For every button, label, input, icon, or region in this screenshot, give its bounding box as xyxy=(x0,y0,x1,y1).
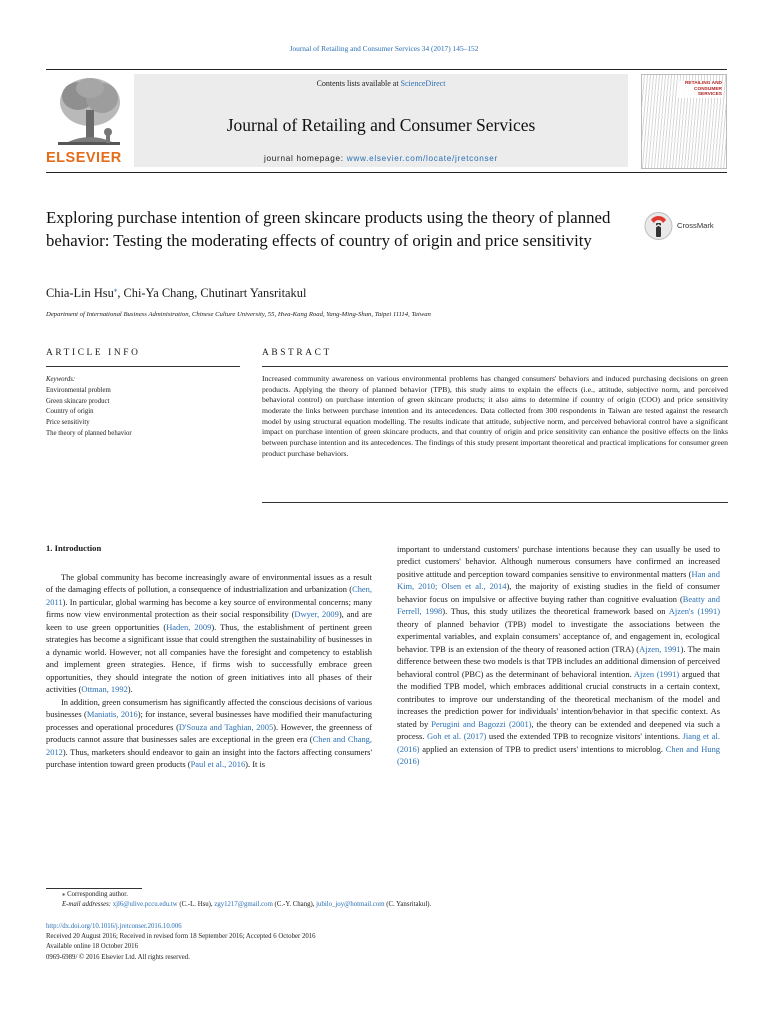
article-title: Exploring purchase intention of green skincare products using the theory of planned behavior: Testing the moderating effects of country of origin and price sensitivity xyxy=(46,208,611,250)
citation-link[interactable]: Han and Kim, 2010; Olsen et al., 2014 xyxy=(397,568,720,592)
email-link[interactable]: zgy1217@gmail.com xyxy=(214,901,273,909)
journal-title: Journal of Retailing and Consumer Services xyxy=(226,115,536,135)
keyword-item: The theory of planned behavior xyxy=(46,429,132,437)
doi-link[interactable]: http://dx.doi.org/10.1016/j.jretconser.2016.10.006 xyxy=(46,923,182,930)
citation-link[interactable]: Ajzen (1991) xyxy=(633,668,680,679)
body-text: ). However, the greenness of products cannot assure that businesses sales are exceptional in the green era ( xyxy=(46,721,372,745)
body-text: ). Thus, the establishment of pertinent green strategies has become a significant issue that could strengthen the sustainability of businesses in a dynamic world. However, not all companies have the foresight and competency to establish and implement green strategies. Hence, if firms wish to successfully embrace green opportunities, they should integrate the notion of green initiatives into all phases of their activities ( xyxy=(46,621,373,695)
body-text: ); for instance, several businesses have modified their manufacturing processes and operational procedures ( xyxy=(46,709,372,732)
citation-link[interactable]: Ajzen's (1991) xyxy=(668,606,721,617)
copyright-line: 0969-6989/ © 2016 Elsevier Ltd. All rights reserved. xyxy=(46,953,190,961)
citation-link[interactable]: Maniatis, 2016 xyxy=(86,709,138,720)
corresponding-author-note: Corresponding author. xyxy=(67,891,128,898)
body-text: ). Thus, marketers should endeavor to gain an insight into the factors affecting consumers' purchase intention toward green products ( xyxy=(46,746,372,770)
keyword-item: Price sensitivity xyxy=(46,419,90,427)
email-owner: (C. Yansritakul). xyxy=(384,901,432,909)
abstract-body: Increased community awareness on various environmental problems has changed consumers' behaviors and induced purchasing decisions on green products. Applying the theory of planned behavior (TPB), this study aims to explain the effects (i.e., attitude, subjective norm, and perceived behavioral control) on purchase intention of green skincare products; it also aims to determine if country of origin (COO) and price sensitivity moderate the links between purchase intention and its antecedences. Data collected from 300 respondents in Taiwan are tested against the research model by using structural equation modelling. The results indicate that attitude, subjective norm, and perceived behavioral control have a significant impact on purchase intention of green skincare products, and that country of origin and price sensitivity can enhance the positive effects on the links between purchase intention and its antecedences. The findings of this study present important theoretical and practical implications for consumer green product purchase behaviors. xyxy=(262,374,728,458)
body-text: ), and are keen to use green opportunities ( xyxy=(46,609,373,632)
email-link[interactable]: xjl6@ulive.pccu.edu.tw xyxy=(112,901,178,909)
contents-prefix: Contents lists available at xyxy=(316,79,401,88)
email-owner: (C.-L. Hsu), xyxy=(177,901,215,909)
cover-title: RETAILING AND CONSUMER SERVICES xyxy=(678,81,722,98)
homepage-prefix: journal homepage: xyxy=(264,154,347,163)
body-paragraph xyxy=(397,543,720,768)
keywords-block xyxy=(46,375,246,440)
abstract-heading: ABSTRACT xyxy=(262,348,332,358)
citation-link[interactable]: Perugini and Bagozzi (2001) xyxy=(431,718,532,729)
section-heading-introduction: 1. Introduction xyxy=(46,543,102,553)
corresponding-footnote xyxy=(46,890,431,900)
email-link[interactable]: jubilo_joy@hotmail.com xyxy=(316,901,385,909)
abstract-divider-bottom xyxy=(262,502,728,503)
citation-link[interactable]: Chen and Chang, 2012 xyxy=(46,734,372,757)
article-footer xyxy=(46,922,316,963)
keyword-item: Green skincare product xyxy=(46,397,110,405)
author-list xyxy=(46,286,306,301)
citation-link[interactable]: Ottman, 1992 xyxy=(81,684,128,695)
body-text: ). It is xyxy=(245,759,266,770)
crossmark-label: CrossMark xyxy=(677,221,714,230)
elsevier-logo[interactable] xyxy=(46,74,134,168)
email-owner: (C.-Y. Chang), xyxy=(272,901,317,909)
body-text: applied an extension of TPB to predict users' intentions to microblog. xyxy=(419,743,666,754)
body-text: theory of planned behavior (TPB) model to investigate the associations between the experimental variables, and explain consumers' acceptance of, and engagement in, ecological behavior. TPB is an extension of the theory of reasoned action (TRA) ( xyxy=(397,618,720,654)
homepage-link[interactable]: www.elsevier.com/locate/jretconser xyxy=(346,154,498,163)
keywords-label: Keywords: xyxy=(46,376,76,383)
keyword-item: Country of origin xyxy=(46,408,94,416)
body-text: argued that the modified TPB model, which embraces additional crucial constructs in a certain context, contributes to improve our understanding of the theoretical mechanism of the model and increases the prediction power for individuals' intention/behavior in that specific context. As stated by xyxy=(397,668,720,729)
available-online: Available online 18 October 2016 xyxy=(46,943,138,951)
article-info-divider xyxy=(46,366,240,367)
elsevier-tree-icon xyxy=(50,74,128,150)
citation-link[interactable]: Dwyer, 2009 xyxy=(294,609,339,620)
body-paragraph xyxy=(46,696,372,771)
author-rest: , Chi-Ya Chang, Chutinart Yansritakul xyxy=(117,286,307,301)
citation-link[interactable]: Haden, 2009 xyxy=(166,621,212,632)
footnotes xyxy=(46,888,431,910)
keyword-item: Environmental problem xyxy=(46,386,111,394)
journal-reference-link[interactable]: Journal of Retailing and Consumer Services 34 (2017) 145–152 xyxy=(289,44,479,53)
email-label: E-mail addresses: xyxy=(62,901,113,909)
body-text: important to understand customers' purchase intentions because they can usually be used to predict customers' behavior. Although numerous consumers have confirmed an increased positive attitude and perception toward companies sensitive to environmental matters ( xyxy=(397,544,720,579)
journal-homepage xyxy=(134,154,628,163)
abstract-divider-top xyxy=(262,366,728,367)
sciencedirect-link[interactable]: ScienceDirect xyxy=(400,79,446,88)
body-text: ). The main difference between these two models is that TPB includes an additional dimension of perceived behavioral control (PBC) as the determinant of behavioral intention. xyxy=(397,643,720,679)
body-text: , the theory can be extended and deepened via such a process. xyxy=(397,718,721,742)
citation-link[interactable]: Paul et al., 2016 xyxy=(190,759,246,770)
body-column-right xyxy=(397,543,720,768)
email-footnote xyxy=(46,900,431,910)
body-column-left xyxy=(46,571,372,771)
body-text: ), the majority of existing studies in the field of consumer behavior focus on impulsive or affective buying rather than cognitive evaluation ( xyxy=(397,581,720,604)
masthead-center-panel xyxy=(134,74,628,167)
crossmark-badge[interactable] xyxy=(644,211,734,241)
crossmark-icon xyxy=(644,211,673,241)
citation-link[interactable]: Chen and Hung (2016) xyxy=(397,743,721,767)
body-text: ). In particular, global warming has become a key source of environmental concerns; many firms now view environmental protection as their social responsibility ( xyxy=(46,596,372,620)
article-info-heading: ARTICLE INFO xyxy=(46,348,141,358)
body-text: The global community has become increasingly aware of environmental issues as a result of the damaging effects of pollution, a consequence of industrialization and urbanization ( xyxy=(46,572,372,595)
elsevier-wordmark: ELSEVIER xyxy=(46,150,122,166)
author-first: Chia-Lin Hsu xyxy=(46,286,114,301)
journal-masthead xyxy=(46,69,727,173)
author-affiliation: Department of International Business Administration, Chinese Culture University, 55, Hwa-Kang Road, Yang-Ming-Shan, Taipei 11114, Taiwan xyxy=(46,311,431,318)
received-dates: Received 20 August 2016; Received in revised form 18 September 2016; Accepted 6 October 2016 xyxy=(46,933,316,941)
corresponding-author-mark[interactable]: ⁎ xyxy=(113,286,118,294)
citation-link[interactable]: Chen, 2011 xyxy=(46,584,372,607)
journal-cover-thumbnail[interactable] xyxy=(641,74,727,169)
body-paragraph xyxy=(46,571,372,696)
body-text: In addition, green consumerism has significantly affected the conscious decisions of various businesses ( xyxy=(46,696,373,720)
citation-link[interactable]: Goh et al. (2017) xyxy=(427,731,487,742)
body-text: ). Thus, this study utilizes the theoretical framework based on xyxy=(442,606,669,617)
citation-link[interactable]: Beatty and Ferrell, 1998 xyxy=(397,593,720,617)
contents-availability xyxy=(134,79,628,88)
citation-link[interactable]: Ajzen, 1991 xyxy=(639,643,681,654)
citation-link[interactable]: Jiang et al. (2016) xyxy=(397,731,720,754)
body-text: used the extended TPB to recognize visitors' intentions. xyxy=(486,731,683,742)
body-text: ). xyxy=(127,684,133,695)
citation-link[interactable]: D'Souza and Taghian, 2005 xyxy=(178,721,274,732)
footnote-mark: ⁎ xyxy=(62,891,66,898)
